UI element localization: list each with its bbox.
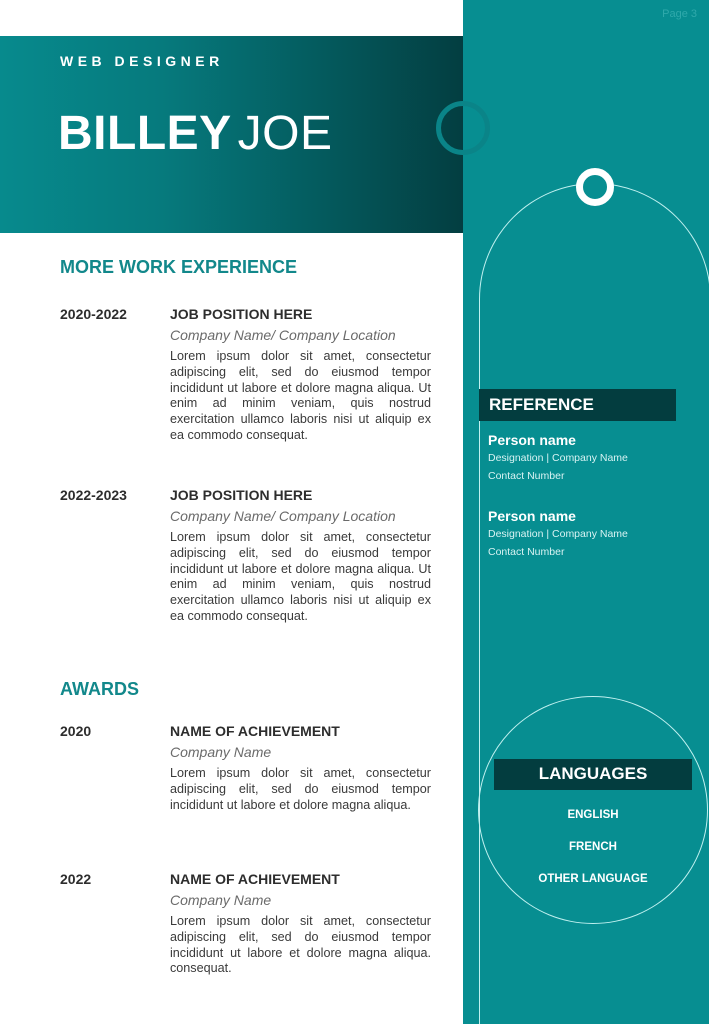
experience-description: Lorem ipsum dolor sit amet, consectetur adipiscing elit, sed do eiusmod tempor incididunt ut labore et dolore magna aliqua. Ut enim ad minim veniam, quis nostrud exercitation ullamco laboris nisi ut aliquip ex ea commodo consequat. bbox=[170, 530, 431, 623]
reference-entry bbox=[488, 508, 688, 558]
award-year: 2022 bbox=[60, 871, 92, 887]
languages-heading: LANGUAGES bbox=[538, 764, 648, 783]
reference-person-name: Person name bbox=[488, 432, 576, 448]
experience-description: Lorem ipsum dolor sit amet, consectetur adipiscing elit, sed do eiusmod tempor incididunt ut labore et dolore magna aliqua. Ut enim ad minim veniam, quis nostrud exercitation ullamco laboris nisi ut aliquip ex ea commodo consequat. bbox=[170, 349, 431, 442]
experience-position: JOB POSITION HERE bbox=[170, 487, 313, 503]
award-description: Lorem ipsum dolor sit amet, consectetur adipiscing elit, sed do eiusmod tempor incididunt ut labore et dolore magna aliqua. consequat. bbox=[170, 914, 431, 976]
award-company: Company Name bbox=[170, 744, 272, 760]
reference-designation: Designation | Company Name bbox=[488, 528, 628, 540]
page-number: Page 3 bbox=[662, 8, 697, 20]
awards-heading: AWARDS bbox=[60, 679, 140, 699]
reference-heading: REFERENCE bbox=[489, 395, 594, 414]
language-item: FRENCH bbox=[569, 841, 617, 853]
experience-heading: MORE WORK EXPERIENCE bbox=[60, 257, 298, 277]
experience-company: Company Name/ Company Location bbox=[170, 327, 396, 343]
languages-heading-bar bbox=[494, 759, 692, 790]
decorative-white-ring-icon bbox=[576, 168, 614, 206]
award-year: 2020 bbox=[60, 723, 92, 739]
experience-date: 2020-2022 bbox=[60, 306, 127, 322]
award-company: Company Name bbox=[170, 892, 272, 908]
last-name: JOE bbox=[237, 107, 333, 160]
reference-contact: Contact Number bbox=[488, 546, 565, 558]
first-name: BILLEY bbox=[58, 107, 232, 160]
reference-contact: Contact Number bbox=[488, 470, 565, 482]
award-name: NAME OF ACHIEVEMENT bbox=[170, 723, 340, 739]
language-item: ENGLISH bbox=[567, 809, 619, 821]
language-item: OTHER LANGUAGE bbox=[538, 873, 648, 885]
reference-entry bbox=[488, 432, 688, 482]
job-role: WEB DESIGNER bbox=[60, 53, 224, 69]
header-banner bbox=[0, 36, 463, 233]
reference-designation: Designation | Company Name bbox=[488, 452, 628, 464]
experience-date: 2022-2023 bbox=[60, 487, 127, 503]
award-description: Lorem ipsum dolor sit amet, consectetur adipiscing elit, sed do eiusmod tempor incididunt ut labore et dolore magna aliqua. bbox=[170, 766, 431, 812]
experience-position: JOB POSITION HERE bbox=[170, 306, 313, 322]
person-name bbox=[58, 106, 333, 161]
decorative-ring-icon bbox=[436, 101, 490, 155]
experience-company: Company Name/ Company Location bbox=[170, 508, 396, 524]
award-name: NAME OF ACHIEVEMENT bbox=[170, 871, 340, 887]
reference-person-name: Person name bbox=[488, 508, 576, 524]
reference-heading-bar bbox=[479, 389, 676, 421]
